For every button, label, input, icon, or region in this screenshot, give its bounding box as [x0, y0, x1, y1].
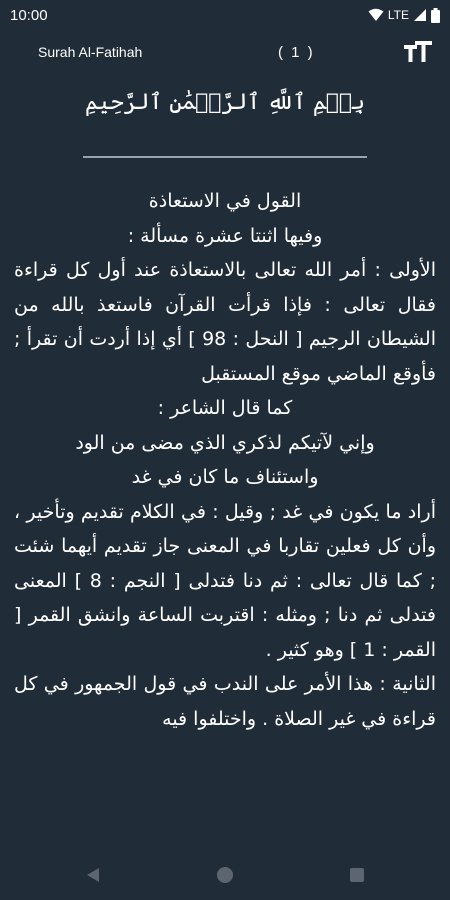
status-bar [0, 0, 450, 30]
signal-icon [413, 8, 427, 22]
tafsir-paragraph: الثانية : هذا الأمر على الندب في قول الجمهور في كل قراءة في غير الصلاة . واختلفوا فيه [14, 673, 436, 730]
battery-icon [431, 8, 440, 23]
text-size-icon [404, 41, 432, 63]
home-button[interactable] [214, 864, 236, 886]
poet-intro: كما قال الشاعر : [157, 397, 293, 419]
divider [83, 156, 367, 158]
recents-icon [349, 867, 365, 883]
tafsir-paragraph: أراد ما يكون في غد ; وقيل : في الكلام تقديم وتأخير ، وأن كل فعلين تقاربا في المعنى جاز تقديم أيهما شئت ; كما قال تعالى : ثم دنا فتدلى [ النجم : 8 ] المعنى فتدلى ثم دنا ; ومثله : اقتربت الساعة وانشق القمر [ القمر : 1 ] وهو كثير . [14, 500, 436, 661]
poem-verse: واستئناف ما كان في غد [131, 466, 319, 488]
app-bar [0, 30, 450, 74]
home-icon [216, 866, 234, 884]
surah-number: ( 1 ) [278, 43, 315, 61]
recents-button[interactable] [346, 864, 368, 886]
back-icon [86, 867, 100, 883]
section-subheading: وفيها اثنتا عشرة مسألة : [127, 224, 323, 247]
tafsir-text [14, 184, 436, 856]
network-type: LTE [387, 8, 409, 22]
status-icons [368, 8, 440, 23]
section-heading: القول في الاستعاذة [148, 190, 302, 212]
font-size-button[interactable] [404, 40, 432, 64]
navigation-bar [0, 850, 450, 900]
bismillah: بِسۡمِ ٱللَّهِ ٱلرَّحۡمَٰنِ ٱلرَّحِيمِ [84, 90, 366, 115]
status-time: 10:00 [10, 6, 48, 24]
back-button[interactable] [82, 864, 104, 886]
tafsir-paragraph: الأولى : أمر الله تعالى بالاستعاذة عند أول كل قراءة فقال تعالى : فإذا قرأت القرآن فاستعذ بالله من الشيطان الرجيم [ النحل : 98 ] أي إذا أردت أن تقرأ ; فأوقع الماضي موقع المستقبل [14, 259, 436, 385]
poem-verse: وإني لآتيكم لذكري الذي مضى من الود [75, 431, 375, 454]
wifi-icon [368, 8, 384, 22]
surah-title: Surah Al-Fatihah [38, 44, 143, 60]
